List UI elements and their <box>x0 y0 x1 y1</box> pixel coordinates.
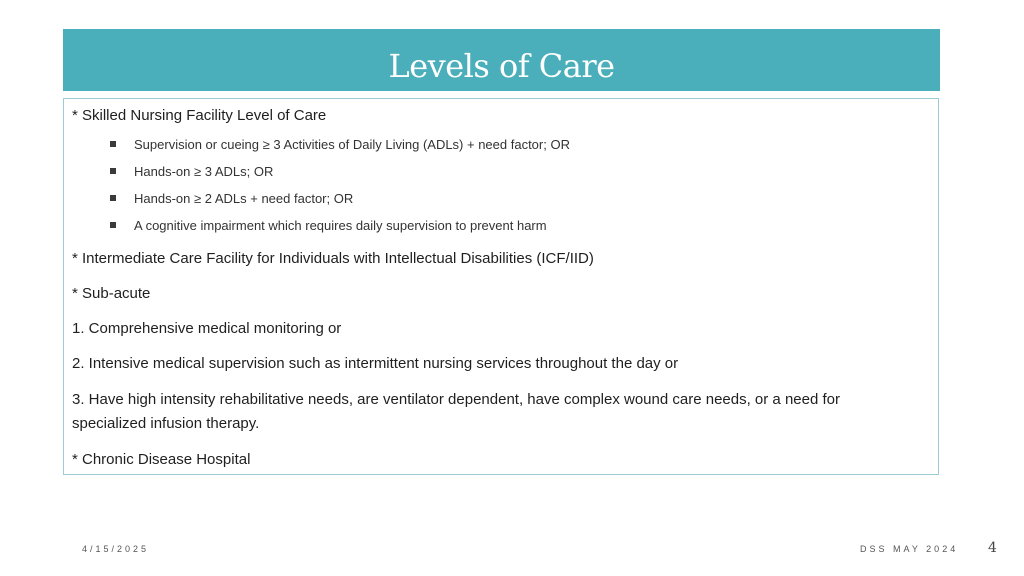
bullet-icon <box>110 222 116 228</box>
title-banner <box>63 29 940 91</box>
snf-criterion-4: A cognitive impairment which requires daily supervision to prevent harm <box>134 218 547 233</box>
bullet-icon <box>110 168 116 174</box>
bullet-icon <box>110 195 116 201</box>
chronic-heading: * Chronic Disease Hospital <box>72 451 251 468</box>
page-number: 4 <box>988 540 997 556</box>
bullet-icon <box>110 141 116 147</box>
icf-heading: * Intermediate Care Facility for Individuals with Intellectual Disabilities (ICF/IID) <box>72 250 594 267</box>
footer-date: 4/15/2025 <box>82 544 150 554</box>
subacute-item-1: 1. Comprehensive medical monitoring or <box>72 320 342 337</box>
page-title: Levels of Care <box>388 47 615 85</box>
snf-criterion-1: Supervision or cueing ≥ 3 Activities of Daily Living (ADLs) + need factor; OR <box>134 137 570 152</box>
content-box <box>63 98 939 475</box>
subacute-item-3: 3. Have high intensity rehabilitative needs, are ventilator dependent, have complex wound care needs, or a need for <box>72 391 840 408</box>
snf-heading: * Skilled Nursing Facility Level of Care <box>72 107 327 124</box>
snf-criterion-2: Hands-on ≥ 3 ADLs; OR <box>134 164 274 179</box>
subacute-item-2: 2. Intensive medical supervision such as intermittent nursing services throughout the day or <box>72 355 679 372</box>
subacute-heading: * Sub-acute <box>72 285 151 302</box>
subacute-item-3-cont: specialized infusion therapy. <box>72 415 260 432</box>
snf-criterion-3: Hands-on ≥ 2 ADLs + need factor; OR <box>134 191 354 206</box>
footer-label: DSS MAY 2024 <box>860 544 959 554</box>
